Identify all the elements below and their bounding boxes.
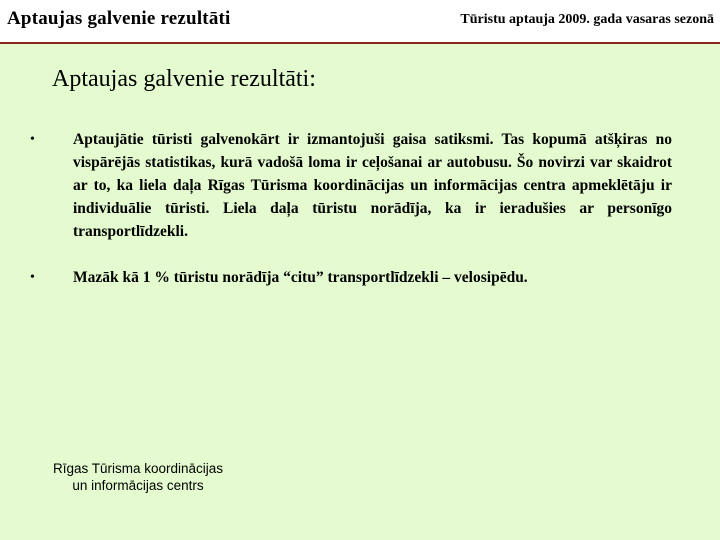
footer-organization: [38, 460, 238, 494]
bullet-marker: •: [30, 270, 35, 285]
header-title: Aptaujas galvenie rezultāti: [7, 8, 231, 29]
header-subtitle: Tūristu aptauja 2009. gada vasaras sezonā: [460, 12, 714, 27]
bullet-marker: •: [30, 132, 35, 147]
bullet-text: Mazāk kā 1 % tūristu norādīja “citu” transportlīdzekli – velosipēdu.: [73, 269, 528, 286]
section-heading: Aptaujas galvenie rezultāti:: [52, 66, 316, 92]
bullet-text: Aptaujātie tūristi galvenokārt ir izmantojuši gaisa satiksmi. Tas kopumā atšķiras no vispārējās statistikas, kurā vadošā loma ir ceļošanai ar autobusu. Šo novirzi var skaidrot ar to, ka liela daļa Rīgas Tūrisma koordinācijas un informācijas centra apmeklētāju ir individuālie tūristi. Liela daļa tūristu norādīja, ka ir ieradušies ar personīgo transportlīdzekli.: [73, 131, 672, 240]
bullet-item-bicycle: [30, 266, 672, 289]
slide-header: [0, 0, 720, 42]
footer-line-1: Rīgas Tūrisma koordinācijas: [52, 461, 224, 476]
footer-line-2: un informācijas centrs: [72, 478, 204, 493]
bullet-item-transport: [30, 128, 672, 243]
bullet-list: [30, 128, 672, 312]
